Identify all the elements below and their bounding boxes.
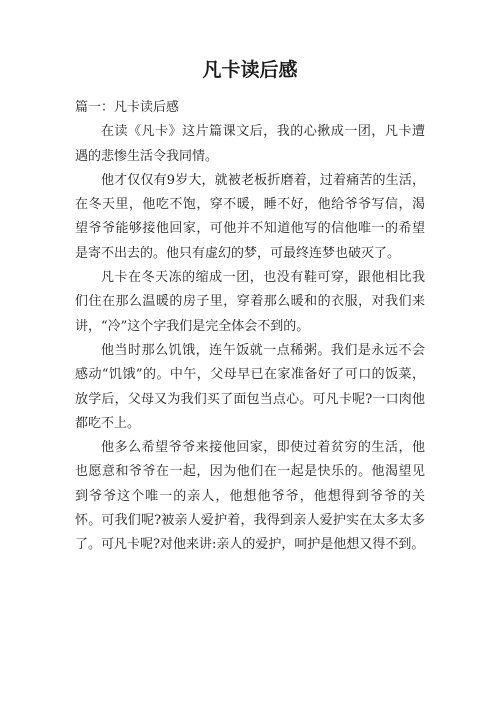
section-heading: 篇一：凡卡读后感 [75, 100, 180, 115]
document-body [75, 96, 425, 558]
document-title: 凡卡读后感 [202, 59, 298, 81]
paragraph-4: 他当时那么饥饿，连午饭就一点稀粥。我们是永远不会感动“饥饿”的。中午，父母早已在家准备好了可口的饭菜，放学后，父母又为我们买了面包当点心。可凡卡呢?一口肉他都吃不上。 [75, 342, 425, 431]
paragraph-2: 他才仅仅有9岁大，就被老板折磨着，过着痛苦的生活，在冬天里，他吃不饱，穿不暖，睡不好，他给爷爷写信，渴望爷爷能够接他回家，可他并不知道他写的信他唯一的希望是寄不出去的。他只有虚幻的梦，可最终连梦也破灭了。 [75, 172, 425, 261]
paragraph-3: 凡卡在冬天冻的缩成一团，也没有鞋可穿，跟他相比我们住在那么温暖的房子里，穿着那么暖和的衣服，对我们来讲，“冷”这个字我们是完全体会不到的。 [75, 270, 425, 334]
paragraph-1: 在读《凡卡》这片篇课文后，我的心揪成一团，凡卡遭遇的悲惨生活令我同情。 [75, 124, 425, 164]
paragraph-5: 他多么希望爷爷来接他回家，即使过着贫穷的生活，他也愿意和爷爷在一起，因为他们在一起是快乐的。他渴望见到爷爷这个唯一的亲人，他想他爷爷，他想得到爷爷的关怀。可我们呢?被亲人爱护着，我得到亲人爱护实在太多太多了。可凡卡呢?对他来讲:亲人的爱护，呵护是他想又得不到。 [75, 440, 425, 553]
